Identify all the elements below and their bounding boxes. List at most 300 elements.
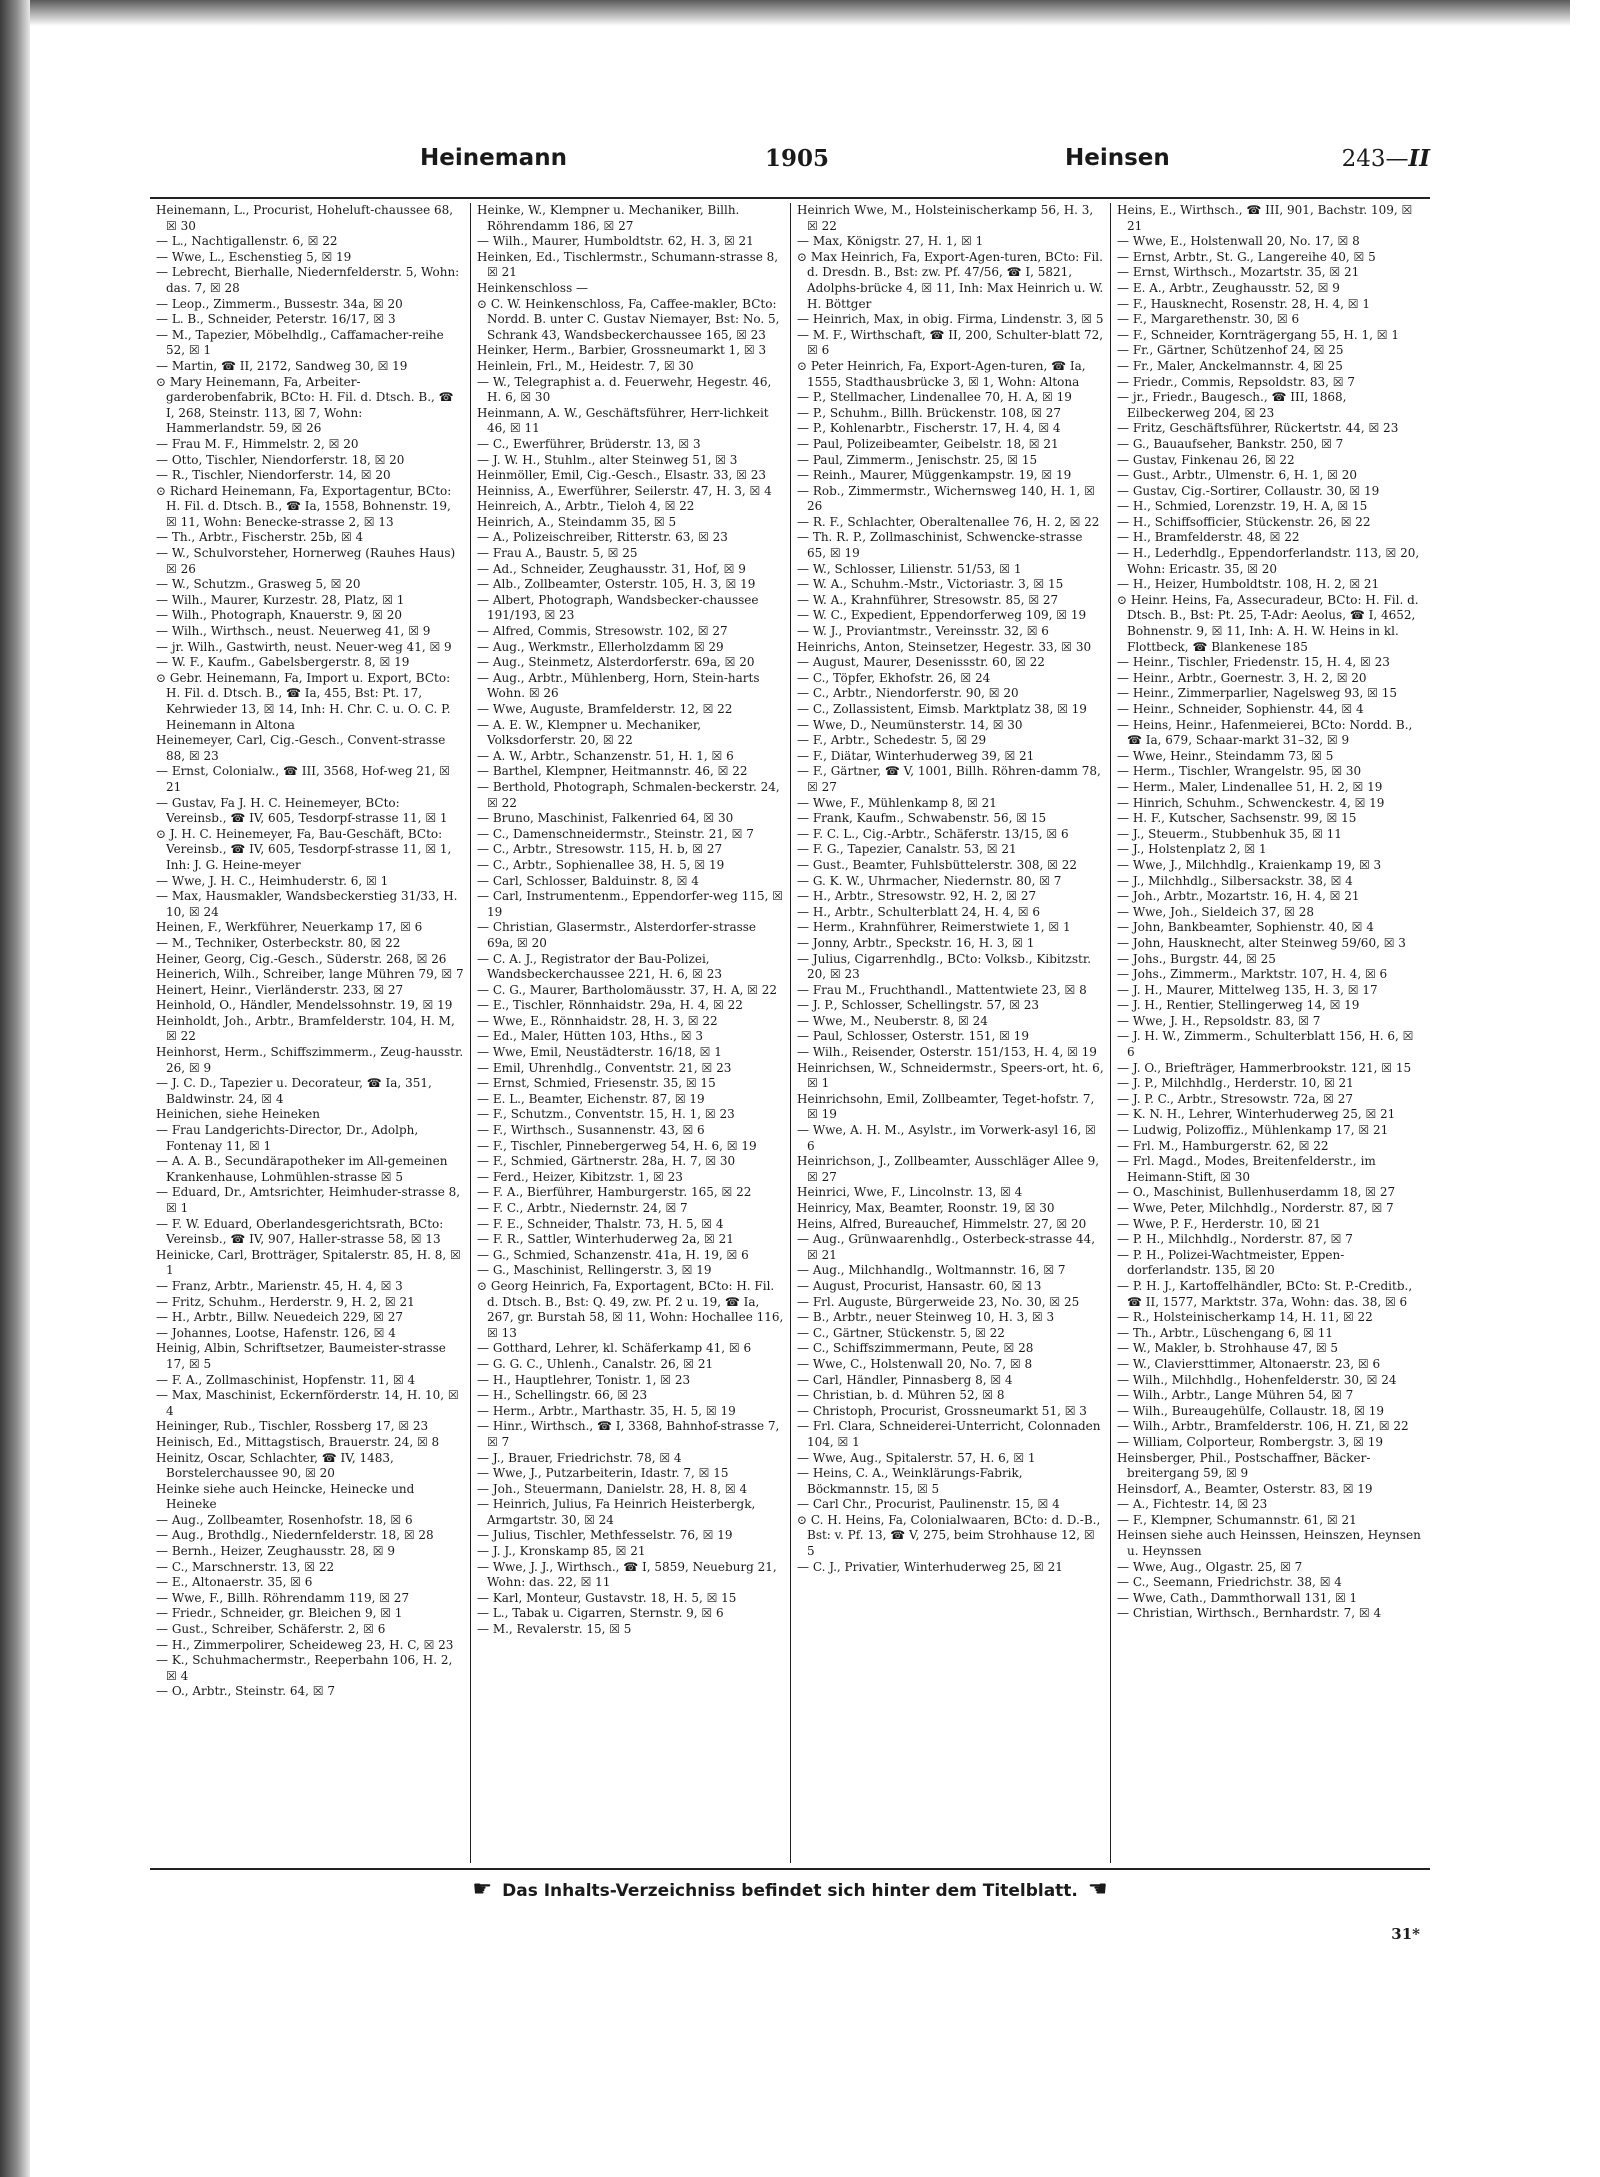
directory-entry: — Wwe, Peter, Milchhdlg., Norderstr. 87, ☒ 7 (1117, 1201, 1394, 1215)
directory-entry: — J. P. C., Arbtr., Stresowstr. 72a, ☒ 27 (1117, 1091, 1354, 1106)
directory-entry: — C., Marschnerstr. 13, ☒ 22 (156, 1559, 335, 1574)
directory-entry: — Wilh., Milchhdlg., Hohenfelderstr. 30, ☒ 24 (1117, 1372, 1397, 1387)
directory-entry: — Bruno, Maschinist, Falkenried 64, ☒ 30 (477, 811, 734, 826)
directory-entry: — Gustav, Cig.-Sortirer, Collaustr. 30, ☒ 19 (1117, 483, 1380, 498)
directory-entry: — C. A. J., Registrator der Bau-Polizei, Wandsbeckerchaussee 221, H. 6, ☒ 23 (477, 951, 723, 982)
directory-entry: Heinrich Wwe, M., Holsteinischerkamp 56, H. 3, ☒ 22 (797, 203, 1094, 233)
directory-entry: — Gotthard, Lehrer, kl. Schäferkamp 41, ☒ 6 (477, 1341, 752, 1356)
directory-entry: — Johs., Burgstr. 44, ☒ 25 (1117, 951, 1276, 966)
directory-entry: — Frau A., Baustr. 5, ☒ 25 (477, 546, 638, 561)
directory-entry: ⊙ Richard Heinemann, Fa, Exportagentur, BCto: H. Fil. d. Dtsch. B., ☎ Ia, 1558, Bohnenstr. 19, ☒ 11, Wohn: Benecke-strasse 2, ☒ 13 (156, 483, 452, 529)
directory-entry: — Christoph, Procurist, Grossneumarkt 51, ☒ 3 (797, 1403, 1087, 1418)
directory-entry: — J., Brauer, Friedrichstr. 78, ☒ 4 (477, 1450, 682, 1465)
directory-entry: ⊙ Mary Heinemann, Fa, Arbeiter-garderobenfabrik, BCto: H. Fil. d. Dtsch. B., ☎ I, 268, Steinstr. 113, ☒ 7, Wohn: Hammerlandstr. 59, ☒ 26 (156, 374, 454, 436)
directory-entry: — C., Ewerführer, Brüderstr. 13, ☒ 3 (477, 436, 701, 451)
directory-entry: — Wwe, E., Rönnhaidstr. 28, H. 3, ☒ 22 (477, 1013, 718, 1028)
directory-entry: — August, Maurer, Desenissstr. 60, ☒ 22 (797, 655, 1045, 670)
directory-entry: — W., Makler, b. Strohhause 47, ☒ 5 (1117, 1341, 1339, 1356)
directory-entry: — Wilh., Wirthsch., neust. Neuerweg 41, ☒ 9 (156, 624, 431, 639)
directory-entry: — G., Bauaufseher, Bankstr. 250, ☒ 7 (1117, 436, 1344, 451)
directory-entry: — Christian, Glasermstr., Alsterdorfer-strasse 69a, ☒ 20 (477, 920, 757, 950)
directory-entry: — Carl, Händler, Pinnasberg 8, ☒ 4 (797, 1372, 1013, 1387)
header-rule (150, 197, 1430, 199)
directory-entry: — Fr., Maler, Anckelmannstr. 4, ☒ 25 (1117, 358, 1343, 373)
directory-entry: — Gust., Beamter, Fuhlsbüttelerstr. 308, ☒ 22 (797, 857, 1077, 872)
directory-entry: — Aug., Brothdlg., Niedernfelderstr. 18, ☒ 28 (156, 1528, 434, 1543)
directory-entry: Heinsen siehe auch Heinssen, Heinszen, Heynsen u. Heynssen (1117, 1528, 1421, 1559)
directory-entry: — Aug., Grünwaarenhdlg., Osterbeck-strasse 44, ☒ 21 (797, 1232, 1096, 1262)
directory-entry: — J. W. H., Stuhlm., alter Steinweg 51, ☒ 3 (477, 452, 738, 467)
directory-entry: — Heins, C. A., Weinklärungs-Fabrik, Böckmannstr. 15, ☒ 5 (797, 1466, 1023, 1496)
directory-entry: Heinisch, Ed., Mittagstisch, Brauerstr. 24, ☒ 8 (156, 1434, 440, 1449)
directory-entry: — Christian, Wirthsch., Bernhardstr. 7, ☒ 4 (1117, 1606, 1382, 1621)
directory-entry: — O., Maschinist, Bullenhuserdamm 18, ☒ 27 (1117, 1185, 1396, 1200)
directory-entry: — Aug., Steinmetz, Alsterdorferstr. 69a, ☒ 20 (477, 655, 755, 670)
directory-entry: — Frau Landgerichts-Director, Dr., Adolph, Fontenay 11, ☒ 1 (156, 1123, 419, 1153)
directory-entry: ⊙ Heinr. Heins, Fa, Assecuradeur, BCto: H. Fil. d. Dtsch. B., Bst: Pt. 25, T-Adr: Aeolus, ☎ I, 4652, Bohnenstr. 9, ☒ 11, Inh: A. H. W. Heins in kl. Flottbeck, ☎ Blankenese 185 (1117, 592, 1419, 654)
directory-entry: — jr., Friedr., Baugesch., ☎ III, 1868, Eilbeckerweg 204, ☒ 23 (1117, 390, 1347, 420)
directory-entry: — Herm., Krahnführer, Reimerstwiete 1, ☒ 1 (797, 920, 1071, 935)
directory-entry: Heininger, Rub., Tischler, Rossberg 17, ☒ 23 (156, 1419, 429, 1434)
directory-entry: — G. K. W., Uhrmacher, Niedernstr. 80, ☒ 7 (797, 873, 1062, 888)
directory-entry: — Wwe, A. H. M., Asylstr., im Vorwerk-asyl 16, ☒ 6 (797, 1123, 1096, 1153)
directory-entry: — A. E. W., Klempner u. Mechaniker, Volksdorferstr. 20, ☒ 22 (477, 717, 702, 748)
directory-entry: — Eduard, Dr., Amtsrichter, Heimhuder-strasse 8, ☒ 1 (156, 1185, 461, 1215)
directory-entry: — L., Tabak u. Cigarren, Sternstr. 9, ☒ 6 (477, 1606, 724, 1621)
directory-entry: — Gust., Schreiber, Schäferstr. 2, ☒ 6 (156, 1622, 386, 1637)
directory-entry: — Jonny, Arbtr., Speckstr. 16, H. 3, ☒ 1 (797, 935, 1035, 950)
directory-entry: — M., Revalerstr. 15, ☒ 5 (477, 1622, 632, 1637)
directory-entry: — Ferd., Heizer, Kibitzstr. 1, ☒ 23 (477, 1169, 683, 1184)
directory-entry: — Th., Arbtr., Fischerstr. 25b, ☒ 4 (156, 530, 364, 545)
directory-entry: — F., Margarethenstr. 30, ☒ 6 (1117, 312, 1300, 327)
directory-entry: — A., Polizeischreiber, Ritterstr. 63, ☒ 23 (477, 530, 728, 545)
directory-entry: — Friedr., Commis, Repsoldstr. 83, ☒ 7 (1117, 374, 1356, 389)
directory-entry: ⊙ Georg Heinrich, Fa, Exportagent, BCto: H. Fil. d. Dtsch. B., Bst: Q. 49, zw. Pf. 2 u. 19, ☎ Ia, 267, gr. Burstah 58, ☒ 11, Wohn: Hochallee 116, ☒ 13 (477, 1278, 784, 1340)
directory-entry: — Aug., Arbtr., Mühlenberg, Horn, Stein-harts Wohn. ☒ 26 (477, 670, 760, 701)
directory-entry: — Wwe, J., Milchhdlg., Kraienkamp 19, ☒ 3 (1117, 857, 1382, 872)
directory-entry: — Julius, Cigarrenhdlg., BCto: Volksb., Kibitzstr. 20, ☒ 23 (797, 951, 1092, 982)
directory-entry: — Aug., Milchhandlg., Woltmannstr. 16, ☒ 7 (797, 1263, 1066, 1278)
directory-entry: — Carl Chr., Procurist, Paulinenstr. 15, ☒ 4 (797, 1497, 1060, 1512)
directory-entry: — G., Schmied, Schanzenstr. 41a, H. 19, ☒ 6 (477, 1247, 749, 1262)
directory-entry: Heinrichs, Anton, Steinsetzer, Hegestr. 33, ☒ 30 (797, 639, 1092, 654)
header-page-number (1342, 145, 1430, 172)
directory-entry: — Wilh., Arbtr., Lange Mühren 54, ☒ 7 (1117, 1388, 1354, 1403)
directory-entry: — Wwe, J., Putzarbeiterin, Idastr. 7, ☒ 15 (477, 1466, 729, 1481)
directory-entry: — Joh., Arbtr., Mozartstr. 16, H. 4, ☒ 21 (1117, 889, 1360, 904)
directory-entry: — Ludwig, Polizoffiz., Mühlenkamp 17, ☒ 21 (1117, 1123, 1389, 1138)
directory-entry: — Albert, Photograph, Wandsbecker-chaussee 191/193, ☒ 23 (477, 592, 759, 623)
directory-entry: — Leop., Zimmerm., Bussestr. 34a, ☒ 20 (156, 296, 403, 311)
directory-entry: Heinrici, Wwe, F., Lincolnstr. 13, ☒ 4 (797, 1185, 1023, 1200)
directory-entry: — F., Schmied, Gärtnerstr. 28a, H. 7, ☒ 30 (477, 1154, 736, 1169)
directory-entry: — Rob., Zimmermstr., Wichernsweg 140, H. 1, ☒ 26 (797, 483, 1095, 514)
directory-entry: — Paul, Zimmerm., Jenischstr. 25, ☒ 15 (797, 452, 1038, 467)
directory-entry: — Max, Hausmakler, Wandsbeckerstieg 31/33, H. 10, ☒ 24 (156, 889, 458, 919)
pointing-hand-left-icon: ☚ (1087, 1877, 1108, 1902)
header-right-name: Heinsen (1065, 145, 1170, 171)
directory-entry: — J. P., Milchhdlg., Herderstr. 10, ☒ 21 (1117, 1076, 1354, 1091)
directory-entry: — William, Colporteur, Rombergstr. 3, ☒ 19 (1117, 1434, 1384, 1449)
page-number-prefix: 243— (1341, 146, 1409, 172)
header-left-name: Heinemann (420, 145, 567, 171)
directory-entry: — F. C. L., Cig.-Arbtr., Schäferstr. 13/15, ☒ 6 (797, 826, 1069, 841)
running-header (150, 135, 1430, 175)
directory-entry: — W. C., Expedient, Eppendorferweg 109, ☒ 19 (797, 608, 1087, 623)
directory-entry: — Frau M., Fruchthandl., Mattentwiete 23, ☒ 8 (797, 982, 1087, 997)
footer-notice-text: Das Inhalts-Verzeichniss befindet sich hinter dem Titelblatt. (502, 1881, 1078, 1901)
directory-entry: — Heinr., Zimmerparlier, Nagelsweg 93, ☒ 15 (1117, 686, 1398, 701)
directory-entry: — J. H., Rentier, Stellingerweg 14, ☒ 19 (1117, 998, 1360, 1013)
directory-entry: Heins, E., Wirthsch., ☎ III, 901, Bachstr. 109, ☒ 21 (1117, 203, 1413, 233)
directory-entry: — H., Heizer, Humboldtstr. 108, H. 2, ☒ 21 (1117, 577, 1380, 592)
directory-entry: — Lebrecht, Bierhalle, Niedernfelderstr. 5, Wohn: das. 7, ☒ 28 (156, 265, 460, 295)
directory-entry: — Wwe, E., Holstenwall 20, No. 17, ☒ 8 (1117, 234, 1360, 249)
directory-entry: — J. P., Schlosser, Schellingstr. 57, ☒ 23 (797, 998, 1040, 1013)
directory-entry: Heinichen, siehe Heineken (156, 1107, 320, 1122)
directory-entry: — W., Schutzm., Grasweg 5, ☒ 20 (156, 577, 361, 592)
directory-entry: Heins, Alfred, Bureauchef, Himmelstr. 27, ☒ 20 (797, 1216, 1087, 1231)
directory-entry: — Heinr., Tischler, Friedenstr. 15, H. 4, ☒ 23 (1117, 655, 1390, 670)
directory-entry: Heinniss, A., Ewerführer, Seilerstr. 47, H. 3, ☒ 4 (477, 483, 772, 498)
directory-entry: — Wilh., Bureaugehülfe, Collaustr. 18, ☒ 19 (1117, 1403, 1385, 1418)
directory-entry: ⊙ C. W. Heinkenschloss, Fa, Caffee-makler, BCto: Nordd. B. unter C. Gustav Niemayer, Bst: No. 5, Schrank 43, Wandsbeckerchaussee 165, ☒ 23 (477, 296, 780, 342)
directory-entry: — E., Altonaerstr. 35, ☒ 6 (156, 1575, 313, 1590)
page-number-suffix: II (1408, 145, 1430, 172)
directory-entry: — Wwe, J. H., Repsoldstr. 83, ☒ 7 (1117, 1013, 1321, 1028)
directory-entry: — L., Nachtigallenstr. 6, ☒ 22 (156, 234, 338, 249)
directory-entry: — W., Schlosser, Lilienstr. 51/53, ☒ 1 (797, 561, 1022, 576)
directory-entry: — F., Gärtner, ☎ V, 1001, Billh. Röhren-damm 78, ☒ 27 (797, 764, 1101, 794)
directory-entry: Heinsberger, Phil., Postschaffner, Bäcker-breitergang 59, ☒ 9 (1117, 1450, 1371, 1481)
directory-entry: — H. F., Kutscher, Sachsenstr. 99, ☒ 15 (1117, 811, 1357, 826)
directory-entry: — W. A., Schuhm.-Mstr., Victoriastr. 3, ☒ 15 (797, 577, 1064, 592)
pointing-hand-icon: ☛ (472, 1877, 493, 1902)
directory-entry: Heiner, Georg, Cig.-Gesch., Süderstr. 268, ☒ 26 (156, 951, 447, 966)
directory-entry: — C., Gärtner, Stückenstr. 5, ☒ 22 (797, 1325, 1005, 1340)
directory-entry: — Hinrich, Schuhm., Schwenckestr. 4, ☒ 19 (1117, 795, 1385, 810)
directory-entry: — John, Hausknecht, alter Steinweg 59/60, ☒ 3 (1117, 935, 1406, 950)
directory-entry: Heinhold, O., Händler, Mendelssohnstr. 19, ☒ 19 (156, 998, 453, 1013)
directory-entry: Heinken, Ed., Tischlermstr., Schumann-strasse 8, ☒ 21 (477, 249, 779, 280)
footer-rule (150, 1868, 1430, 1870)
directory-entry: Heinen, F., Werkführer, Neuerkamp 17, ☒ 6 (156, 920, 423, 935)
directory-entry: — F. E., Schneider, Thalstr. 73, H. 5, ☒ 4 (477, 1216, 724, 1231)
directory-entry: — M., Tapezier, Möbelhdlg., Caffamacher-reihe 52, ☒ 1 (156, 327, 444, 358)
directory-entry: — C., Arbtr., Stresowstr. 115, H. b, ☒ 27 (477, 842, 723, 857)
directory-entry: Heinert, Heinr., Vierländerstr. 233, ☒ 27 (156, 982, 404, 997)
directory-entry: — Hinr., Wirthsch., ☎ I, 3368, Bahnhof-strasse 7, ☒ 7 (477, 1419, 780, 1449)
directory-entry: — F. R., Sattler, Winterhuderweg 2a, ☒ 21 (477, 1232, 734, 1247)
directory-entry: — Martin, ☎ II, 2172, Sandweg 30, ☒ 19 (156, 358, 408, 373)
directory-entry: — Herm., Arbtr., Marthastr. 35, H. 5, ☒ 19 (477, 1403, 736, 1418)
directory-entry: — Ernst, Schmied, Friesenstr. 35, ☒ 15 (477, 1076, 716, 1091)
directory-entry: Heinlein, Frl., M., Heidestr. 7, ☒ 30 (477, 358, 694, 373)
directory-entry: — Gustav, Finkenau 26, ☒ 22 (1117, 452, 1295, 467)
directory-entry: — F., Schneider, Kornträgergang 55, H. 1, ☒ 1 (1117, 327, 1399, 342)
directory-entry: — A. A. B., Secundärapotheker im All-gemeinen Krankenhause, Lohmühlen-strasse ☒ 5 (156, 1154, 448, 1184)
directory-entry: Heinholdt, Joh., Arbtr., Bramfelderstr. 104, H. M, ☒ 22 (156, 1013, 455, 1044)
directory-entry: — Wwe, J. H. C., Heimhuderstr. 6, ☒ 1 (156, 873, 389, 888)
directory-entry: — C., Arbtr., Niendorferstr. 90, ☒ 20 (797, 686, 1019, 701)
directory-entry: ⊙ J. H. C. Heinemeyer, Fa, Bau-Geschäft, BCto: Vereinsb., ☎ IV, 605, Tesdorpf-strasse 11, ☒ 1, Inh: J. G. Heine-meyer (156, 826, 452, 872)
directory-entry: Heinrich, A., Steindamm 35, ☒ 5 (477, 514, 677, 529)
directory-entry: — Max, Königstr. 27, H. 1, ☒ 1 (797, 234, 984, 249)
directory-entry: — Paul, Schlosser, Osterstr. 151, ☒ 19 (797, 1029, 1029, 1044)
directory-entry: — Wwe, Aug., Spitalerstr. 57, H. 6, ☒ 1 (797, 1450, 1036, 1465)
directory-entry: — Frl. Clara, Schneiderei-Unterricht, Colonnaden 104, ☒ 1 (797, 1419, 1101, 1449)
directory-entry: ⊙ Gebr. Heinemann, Fa, Import u. Export, BCto: H. Fil. d. Dtsch. B., ☎ Ia, 455, Bst: Pt. 17, Kehrwieder 13, ☒ 14, Inh: H. Chr. C. u. O. C. P. Heinemann in Altona (156, 670, 451, 732)
directory-entry: — Johs., Zimmerm., Marktstr. 107, H. 4, ☒ 6 (1117, 967, 1388, 982)
directory-entry: — J. O., Briefträger, Hammerbrookstr. 121, ☒ 15 (1117, 1060, 1412, 1075)
directory-entry: Heinrichson, J., Zollbeamter, Ausschläger Allee 9, ☒ 27 (797, 1154, 1100, 1184)
directory-entry: — Alfred, Commis, Stresowstr. 102, ☒ 27 (477, 624, 728, 639)
column-1 (150, 203, 470, 1863)
directory-entry: — K., Schuhmachermstr., Reeperbahn 106, H. 2, ☒ 4 (156, 1653, 453, 1683)
directory-entry: — Reinh., Maurer, Müggenkampstr. 19, ☒ 19 (797, 468, 1072, 483)
directory-entry: — Johannes, Lootse, Hafenstr. 126, ☒ 4 (156, 1325, 396, 1340)
directory-entry: — Otto, Tischler, Niendorferstr. 18, ☒ 20 (156, 452, 405, 467)
directory-entry: Heinke siehe auch Heincke, Heinecke und Heineke (156, 1481, 415, 1512)
directory-entry: Heinrichsen, W., Schneidermstr., Speers-ort, ht. 6, ☒ 1 (797, 1060, 1104, 1091)
column-3 (790, 203, 1110, 1863)
directory-entry: — W., Telegraphist a. d. Feuerwehr, Hegestr. 46, H. 6, ☒ 30 (477, 374, 772, 405)
directory-entry: — P., Schuhm., Billh. Brückenstr. 108, ☒ 27 (797, 405, 1062, 420)
directory-entry: — Ernst, Colonialw., ☎ III, 3568, Hof-weg 21, ☒ 21 (156, 764, 451, 794)
directory-entry: — Wwe, C., Holstenwall 20, No. 7, ☒ 8 (797, 1356, 1033, 1371)
directory-entry: — F. A., Zollmaschinist, Hopfenstr. 11, ☒ 4 (156, 1372, 416, 1387)
directory-entry: — Frl. M., Hamburgerstr. 62, ☒ 22 (1117, 1138, 1329, 1153)
directory-entry: — H., Zimmerpolirer, Scheideweg 23, H. C, ☒ 23 (156, 1637, 454, 1652)
scan-shadow-left (0, 0, 30, 2177)
directory-entry: Heinke, W., Klempner u. Mechaniker, Billh. Röhrendamm 186, ☒ 27 (477, 203, 740, 233)
directory-entry: — Wwe, L., Eschenstieg 5, ☒ 19 (156, 249, 352, 264)
directory-entry: — F., Wirthsch., Susannenstr. 43, ☒ 6 (477, 1123, 705, 1138)
directory-entry: — Christian, b. d. Mühren 52, ☒ 8 (797, 1388, 1005, 1403)
directory-entry: — Berthold, Photograph, Schmalen-beckerstr. 24, ☒ 22 (477, 779, 780, 810)
directory-entry: — J. J., Kronskamp 85, ☒ 21 (477, 1544, 646, 1559)
directory-entry: — L. B., Schneider, Peterstr. 16/17, ☒ 3 (156, 312, 396, 327)
directory-entry: Heinhorst, Herm., Schiffszimmerm., Zeug-hausstr. 26, ☒ 9 (156, 1045, 464, 1075)
directory-entry: — Heinrich, Julius, Fa Heinrich Heisterbergk, Armgartstr. 30, ☒ 24 (477, 1497, 756, 1527)
directory-entry: — Friedr., Schneider, gr. Bleichen 9, ☒ 1 (156, 1606, 403, 1621)
directory-entry: — Fritz, Geschäftsführer, Rückertstr. 44, ☒ 23 (1117, 421, 1399, 436)
directory-entry: — Wwe, P. F., Herderstr. 10, ☒ 21 (1117, 1216, 1321, 1231)
directory-entry: — R., Tischler, Niendorferstr. 14, ☒ 20 (156, 468, 391, 483)
directory-entry: — Aug., Werkmstr., Ellerholzdamm ☒ 29 (477, 639, 724, 654)
directory-entry: Heinemeyer, Carl, Cig.-Gesch., Convent-strasse 88, ☒ 23 (156, 733, 446, 763)
directory-entry: — Bernh., Heizer, Zeughausstr. 28, ☒ 9 (156, 1544, 395, 1559)
directory-entry: — Ed., Maler, Hütten 103, Hths., ☒ 3 (477, 1029, 703, 1044)
directory-entry: — Heinr., Schneider, Sophienstr. 44, ☒ 4 (1117, 702, 1364, 716)
directory-entry: — F. G., Tapezier, Canalstr. 53, ☒ 21 (797, 842, 1017, 857)
directory-entry: — H., Hauptlehrer, Tonistr. 1, ☒ 23 (477, 1372, 691, 1387)
directory-entry: — Heins, Heinr., Hafenmeierei, BCto: Nordd. B., ☎ Ia, 679, Schaar-markt 31–32, ☒ 9 (1117, 717, 1413, 748)
directory-entry: Heinemann, L., Procurist, Hoheluft-chaussee 68, ☒ 30 (156, 203, 454, 233)
directory-entry: — J. H., Maurer, Mittelweg 135, H. 3, ☒ 17 (1117, 982, 1378, 997)
directory-entry: — Wwe, Emil, Neustädterstr. 16/18, ☒ 1 (477, 1045, 722, 1060)
directory-entry: — Wwe, M., Neuberstr. 8, ☒ 24 (797, 1013, 988, 1028)
directory-entry: ⊙ Max Heinrich, Fa, Export-Agen-turen, BCto: Fil. d. Dresdn. B., Bst: zw. Pf. 47/56, ☎ I, 5821, Adolphs-brücke 4, ☒ 11, Inh: Max Heinrich u. W. H. Böttger (797, 249, 1104, 311)
directory-entry: — Wwe, Aug., Olgastr. 25, ☒ 7 (1117, 1559, 1303, 1574)
directory-entry: — Carl, Schlosser, Balduinstr. 8, ☒ 4 (477, 873, 699, 888)
directory-entry: — Emil, Uhrenhdlg., Conventstr. 21, ☒ 23 (477, 1060, 732, 1075)
directory-entry: — F., Tischler, Pinnebergerweg 54, H. 6, ☒ 19 (477, 1138, 757, 1153)
directory-entry: — H., Arbtr., Schulterblatt 24, H. 4, ☒ 6 (797, 904, 1040, 919)
directory-entry: — E., Tischler, Rönnhaidstr. 29a, H. 4, ☒ 22 (477, 998, 743, 1013)
directory-entry: — J., Milchhdlg., Silbersackstr. 38, ☒ 4 (1117, 873, 1353, 888)
directory-entry: — Ernst, Wirthsch., Mozartstr. 35, ☒ 21 (1117, 265, 1360, 280)
directory-entry: Heinitz, Oscar, Schlachter, ☎ IV, 1483, Borstelerchaussee 90, ☒ 20 (156, 1450, 394, 1481)
directory-entry: — Paul, Polizeibeamter, Geibelstr. 18, ☒ 21 (797, 436, 1059, 451)
directory-entry: — Wwe, F., Billh. Röhrendamm 119, ☒ 27 (156, 1590, 410, 1605)
directory-entry: — W. J., Proviantmstr., Vereinsstr. 32, ☒ 6 (797, 624, 1049, 639)
directory-entry: — A. W., Arbtr., Schanzenstr. 51, H. 1, ☒ 6 (477, 748, 734, 763)
directory-entry: — H., Lederhdlg., Eppendorferlandstr. 113, ☒ 20, Wohn: Ericastr. 35, ☒ 20 (1117, 546, 1420, 576)
directory-entry: — Max, Maschinist, Eckernförderstr. 14, H. 10, ☒ 4 (156, 1388, 459, 1418)
directory-entry: — F. W. Eduard, Oberlandesgerichtsrath, BCto: Vereinsb., ☎ IV, 907, Haller-strasse 58, ☒ 13 (156, 1216, 444, 1247)
directory-entry: — jr. Wilh., Gastwirth, neust. Neuer-weg 41, ☒ 9 (156, 639, 452, 654)
directory-entry: — John, Bankbeamter, Sophienstr. 40, ☒ 4 (1117, 920, 1374, 935)
directory-entry: — Franz, Arbtr., Marienstr. 45, H. 4, ☒ 3 (156, 1278, 403, 1293)
directory-entry: Heinrichsohn, Emil, Zollbeamter, Teget-hofstr. 7, ☒ 19 (797, 1091, 1095, 1122)
directory-entry: — E. L., Beamter, Eichenstr. 87, ☒ 19 (477, 1091, 705, 1106)
directory-entry: Heinsdorf, A., Beamter, Osterstr. 83, ☒ 19 (1117, 1481, 1373, 1496)
directory-entry: — C., Arbtr., Sophienallee 38, H. 5, ☒ 19 (477, 857, 725, 872)
directory-entry: — Aug., Zollbeamter, Rosenhofstr. 18, ☒ 6 (156, 1512, 413, 1527)
directory-entry: Heinig, Albin, Schriftsetzer, Baumeister-strasse 17, ☒ 5 (156, 1341, 446, 1371)
column-4 (1110, 203, 1430, 1863)
directory-entry: — R. F., Schlachter, Oberaltenallee 76, H. 2, ☒ 22 (797, 514, 1100, 529)
directory-entry: — H., Schellingstr. 66, ☒ 23 (477, 1388, 648, 1403)
directory-entry: — J. C. D., Tapezier u. Decorateur, ☎ Ia, 351, Baldwinstr. 24, ☒ 4 (156, 1076, 432, 1106)
directory-entry: — Ad., Schneider, Zeughausstr. 31, Hof, ☒ 9 (477, 561, 746, 576)
directory-entry: — K. N. H., Lehrer, Winterhuderweg 25, ☒ 21 (1117, 1107, 1396, 1122)
directory-entry: ⊙ Peter Heinrich, Fa, Export-Agen-turen, ☎ Ia, 1555, Stadthausbrücke 3, ☒ 1, Wohn: Altona (797, 358, 1086, 389)
directory-entry: — J. H. W., Zimmerm., Schulterblatt 156, H. 6, ☒ 6 (1117, 1029, 1414, 1060)
directory-entry: — Wwe, F., Mühlenkamp 8, ☒ 21 (797, 795, 997, 810)
directory-entry: — Frau M. F., Himmelstr. 2, ☒ 20 (156, 436, 359, 451)
directory-entry: — C., Damenschneidermstr., Steinstr. 21, ☒ 7 (477, 826, 754, 841)
directory-entry: — Joh., Steuermann, Danielstr. 28, H. 8, ☒ 4 (477, 1481, 748, 1496)
directory-entry: — F., Schutzm., Conventstr. 15, H. 1, ☒ 23 (477, 1107, 735, 1122)
directory-entry: — Herm., Maler, Lindenallee 51, H. 2, ☒ 19 (1117, 779, 1383, 794)
directory-entry: Heinerich, Wilh., Schreiber, lange Mühren 79, ☒ 7 (156, 967, 464, 982)
directory-entry: — H., Schiffsofficier, Stückenstr. 26, ☒ 22 (1117, 514, 1371, 529)
directory-entry: — Wilh., Reisender, Osterstr. 151/153, H. 4, ☒ 19 (797, 1045, 1097, 1060)
directory-entry: — C., Seemann, Friedrichstr. 38, ☒ 4 (1117, 1575, 1342, 1590)
directory-entry: — Gust., Arbtr., Ulmenstr. 6, H. 1, ☒ 20 (1117, 468, 1357, 483)
scan-shadow-top (30, 0, 1570, 26)
directory-entry: — G., Maschinist, Rellingerstr. 3, ☒ 19 (477, 1263, 712, 1278)
directory-entry: — Wwe, Heinr., Steindamm 73, ☒ 5 (1117, 748, 1334, 763)
directory-entry: — Heinr., Arbtr., Goernestr. 3, H. 2, ☒ 20 (1117, 670, 1367, 685)
directory-entry: — F., Diätar, Winterhuderweg 39, ☒ 21 (797, 748, 1035, 763)
directory-entry: — C. J., Privatier, Winterhuderweg 25, ☒ 21 (797, 1559, 1063, 1574)
directory-entry: — W. F., Kaufm., Gabelsbergerstr. 8, ☒ 19 (156, 655, 410, 670)
directory-entry: — F., Hausknecht, Rosenstr. 28, H. 4, ☒ 1 (1117, 296, 1370, 311)
directory-entry: — P., Kohlenarbtr., Fischerstr. 17, H. 4, ☒ 4 (797, 421, 1061, 436)
directory-entry: — Ernst, Arbtr., St. G., Langereihe 40, ☒ 5 (1117, 249, 1376, 264)
directory-entry: — A., Fichtestr. 14, ☒ 23 (1117, 1497, 1268, 1512)
directory-entry: — B., Arbtr., neuer Steinweg 10, H. 3, ☒ 3 (797, 1310, 1055, 1325)
directory-entry: — H., Bramfelderstr. 48, ☒ 22 (1117, 530, 1300, 545)
directory-entry: — F. A., Bierführer, Hamburgerstr. 165, ☒ 22 (477, 1185, 752, 1200)
directory-entry: — Julius, Tischler, Methfesselstr. 76, ☒ 19 (477, 1528, 733, 1543)
directory-entry: — E. A., Arbtr., Zeughausstr. 52, ☒ 9 (1117, 280, 1340, 295)
directory-entry: — Alb., Zollbeamter, Osterstr. 105, H. 3, ☒ 19 (477, 577, 756, 592)
directory-entry: — H., Arbtr., Billw. Neuedeich 229, ☒ 27 (156, 1310, 403, 1325)
directory-entry: — Fr., Gärtner, Schützenhof 24, ☒ 25 (1117, 343, 1344, 358)
directory-entry: — W., Claviersttimmer, Altonaerstr. 23, ☒ 6 (1117, 1356, 1381, 1371)
directory-entry: — O., Arbtr., Steinstr. 64, ☒ 7 (156, 1684, 336, 1699)
directory-entry: — H., Schmied, Lorenzstr. 19, H. A, ☒ 15 (1117, 499, 1368, 514)
column-2 (470, 203, 790, 1863)
directory-entry: — F. C., Arbtr., Niedernstr. 24, ☒ 7 (477, 1201, 688, 1215)
directory-entry: — J., Holstenplatz 2, ☒ 1 (1117, 842, 1267, 857)
directory-entry: — H., Arbtr., Stresowstr. 92, H. 2, ☒ 27 (797, 889, 1037, 904)
directory-entry: — Th., Arbtr., Lüschengang 6, ☒ 11 (1117, 1325, 1334, 1340)
directory-entry: — C., Töpfer, Ekhofstr. 26, ☒ 24 (797, 670, 991, 685)
directory-entry: Heinricy, Max, Beamter, Roonstr. 19, ☒ 30 (797, 1201, 1055, 1215)
directory-entry: — C. G., Maurer, Bartholomäusstr. 37, H. A, ☒ 22 (477, 982, 777, 997)
directory-entry: Heinmöller, Emil, Cig.-Gesch., Elsastr. 33, ☒ 23 (477, 468, 766, 483)
directory-entry: — M., Techniker, Osterbeckstr. 80, ☒ 22 (156, 935, 401, 950)
sheet-folio: 31* (1391, 1925, 1420, 1943)
directory-entry: — Karl, Monteur, Gustavstr. 18, H. 5, ☒ 15 (477, 1590, 737, 1605)
directory-entry: — Th. R. P., Zollmaschinist, Schwencke-strasse 65, ☒ 19 (797, 530, 1083, 561)
directory-entry: — August, Procurist, Hansastr. 60, ☒ 13 (797, 1278, 1042, 1293)
directory-entry: — Wilh., Maurer, Humboldtstr. 62, H. 3, ☒ 21 (477, 234, 754, 249)
entry-columns (150, 203, 1430, 1863)
directory-entry: — Wwe, J. J., Wirthsch., ☎ I, 5859, Neueburg 21, Wohn: das. 22, ☒ 11 (477, 1559, 777, 1590)
directory-entry: — J., Steuerm., Stubbenhuk 35, ☒ 11 (1117, 826, 1342, 841)
directory-entry: — P. H., Polizei-Wachtmeister, Eppen-dorferlandstr. 135, ☒ 20 (1117, 1247, 1345, 1278)
directory-entry: — Gustav, Fa J. H. C. Heinemeyer, BCto: Vereinsb., ☎ IV, 605, Tesdorpf-strasse 11, ☒ 1 (156, 795, 448, 826)
directory-entry: — Frank, Kaufm., Schwabenstr. 56, ☒ 15 (797, 811, 1047, 826)
directory-entry: Heinmann, A. W., Geschäftsführer, Herr-lichkeit 46, ☒ 11 (477, 405, 769, 436)
directory-entry: — F., Arbtr., Schedestr. 5, ☒ 29 (797, 733, 987, 748)
directory-entry: ⊙ C. H. Heins, Fa, Colonialwaaren, BCto: d. D.-B., Bst: v. Pf. 13, ☎ V, 275, beim Strohhause 12, ☒ 5 (797, 1512, 1101, 1559)
directory-entry: — Wilh., Maurer, Kurzestr. 28, Platz, ☒ 1 (156, 592, 405, 607)
directory-entry: — R., Holsteinischerkamp 14, H. 11, ☒ 22 (1117, 1310, 1373, 1325)
directory-entry: Heinicke, Carl, Brotträger, Spitalerstr. 85, H. 8, ☒ 1 (156, 1247, 461, 1278)
footer-notice (150, 1877, 1430, 1902)
directory-entry: — Wwe, Cath., Dammthorwall 131, ☒ 1 (1117, 1590, 1358, 1605)
directory-entry: — C., Zollassistent, Eimsb. Marktplatz 38, ☒ 19 (797, 702, 1087, 716)
directory-entry: — Wwe, Auguste, Bramfelderstr. 12, ☒ 22 (477, 702, 733, 716)
directory-entry: — P., Stellmacher, Lindenallee 70, H. A, ☒ 19 (797, 390, 1072, 405)
directory-page (150, 135, 1430, 2055)
directory-entry: — W., Schulvorsteher, Hornerweg (Rauhes Haus) ☒ 26 (156, 546, 456, 576)
directory-entry: — M. F., Wirthschaft, ☎ II, 200, Schulter-blatt 72, ☒ 6 (797, 327, 1104, 358)
directory-entry: — P. H., Milchhdlg., Norderstr. 87, ☒ 7 (1117, 1232, 1353, 1247)
directory-entry: — P. H. J., Kartoffelhändler, BCto: St. P.-Creditb., ☎ II, 1577, Marktstr. 37a, Wohn: das. 38, ☒ 6 (1117, 1278, 1413, 1309)
directory-entry: — G. G. C., Uhlenh., Canalstr. 26, ☒ 21 (477, 1356, 714, 1371)
directory-entry: — Wwe, D., Neumünsterstr. 14, ☒ 30 (797, 717, 1023, 732)
directory-entry: — Wwe, Joh., Sieldeich 37, ☒ 28 (1117, 904, 1314, 919)
directory-entry: — Frl. Auguste, Bürgerweide 23, No. 30, ☒ 25 (797, 1294, 1080, 1309)
directory-entry: Heinkenschloss — (477, 280, 589, 295)
directory-entry: — C., Schiffszimmermann, Peute, ☒ 28 (797, 1341, 1034, 1356)
directory-entry: Heinreich, A., Arbtr., Tieloh 4, ☒ 22 (477, 499, 695, 514)
directory-entry: — Heinrich, Max, in obig. Firma, Lindenstr. 3, ☒ 5 (797, 312, 1104, 327)
header-year: 1905 (765, 145, 830, 172)
directory-entry: — Herm., Tischler, Wrangelstr. 95, ☒ 30 (1117, 764, 1362, 779)
directory-entry: — Fritz, Schuhm., Herderstr. 9, H. 2, ☒ 21 (156, 1294, 415, 1309)
directory-entry: — Wilh., Photograph, Knauerstr. 9, ☒ 20 (156, 608, 403, 623)
